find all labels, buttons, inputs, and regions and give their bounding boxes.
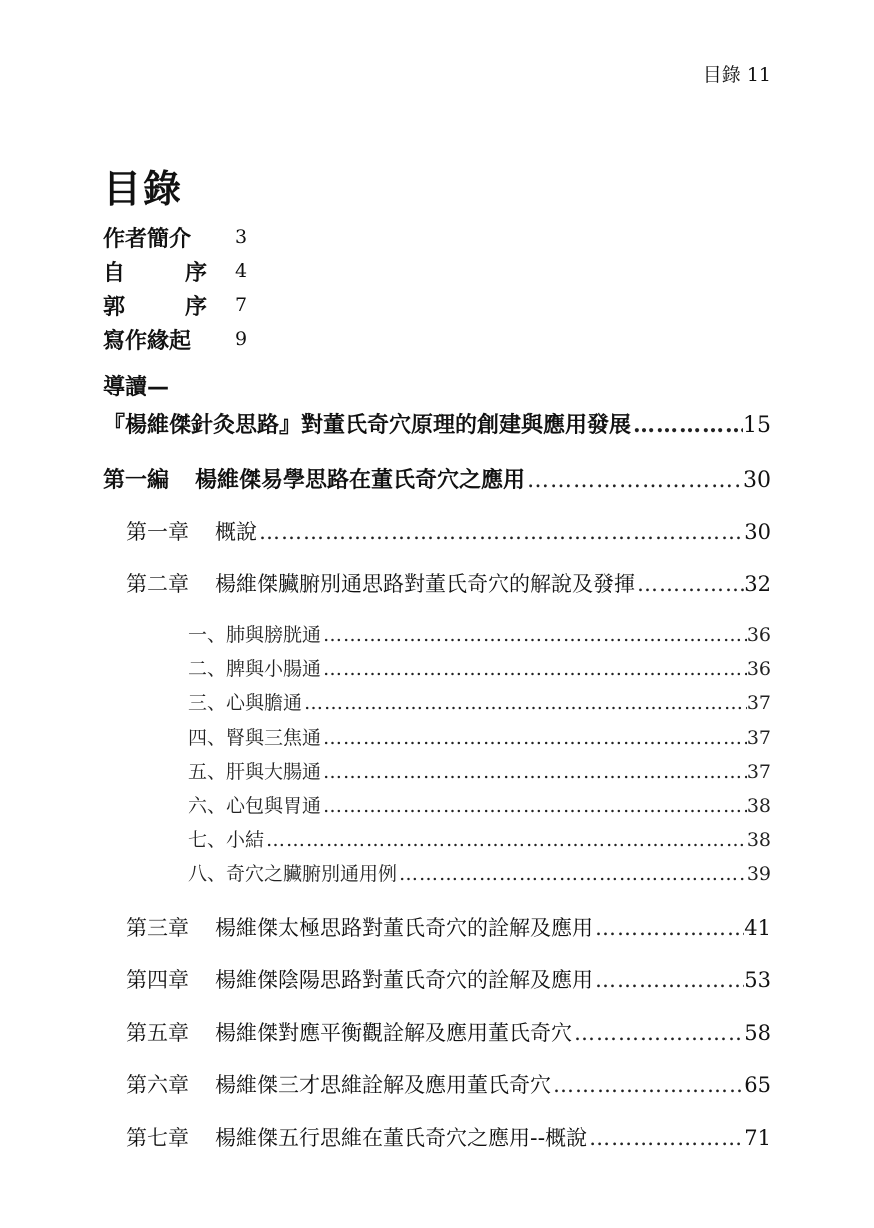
toc-entry-title: 第二章 楊維傑臟腑別通思路對董氏奇穴的解說及發揮	[126, 572, 635, 596]
front-matter-item	[103, 322, 247, 356]
leader-dots	[593, 968, 744, 992]
front-matter-item	[103, 288, 247, 322]
toc-entry-title: 第一編 楊維傑易學思路在董氏奇穴之應用	[103, 468, 526, 493]
toc-entry-chapter	[126, 516, 771, 546]
toc-entry-title: 第五章 楊維傑對應平衡觀詮解及應用董氏奇穴	[126, 1021, 572, 1045]
leader-dots	[321, 624, 747, 646]
leader-dots	[397, 863, 747, 885]
leader-dots	[631, 412, 743, 438]
toc-entry-page: 30	[743, 468, 771, 493]
toc-entry-page: 37	[746, 692, 771, 714]
toc-entry-page: 38	[746, 795, 771, 817]
toc-entry-page: 32	[744, 572, 771, 596]
toc-entry-page: 53	[744, 968, 771, 992]
toc-entry-title: 八、奇穴之臟腑別通用例	[188, 863, 398, 885]
toc-entry-page: 65	[744, 1073, 771, 1097]
front-matter-page: 4	[235, 260, 248, 282]
toc-entry-section	[188, 620, 771, 647]
toc-entry-page: 30	[744, 520, 771, 544]
front-matter-page: 9	[235, 328, 248, 350]
leader-dots	[551, 1073, 744, 1097]
front-matter-item	[103, 220, 247, 254]
toc-entry-title: 第三章 楊維傑太極思路對董氏奇穴的詮解及應用	[126, 916, 593, 940]
toc-entry-section	[188, 859, 771, 886]
toc-entry-title: 第六章 楊維傑三才思維詮解及應用董氏奇穴	[126, 1073, 551, 1097]
toc-entry-chapter	[126, 964, 771, 994]
toc-entry-chapter	[126, 912, 771, 942]
front-matter-list	[103, 220, 247, 356]
toc-entry-section	[188, 654, 771, 681]
toc-entry-page: 37	[746, 727, 771, 749]
leader-dots	[257, 520, 744, 544]
toc-entry-title: 『楊維傑針灸思路』對董氏奇穴原理的創建與應用發展	[103, 413, 632, 438]
toc-entry-intro	[103, 408, 771, 439]
toc-entry-page: 71	[744, 1126, 771, 1150]
toc-entry-title: 一、肺與膀胱通	[188, 624, 322, 646]
toc-entry-part	[103, 463, 771, 494]
leader-dots	[302, 692, 747, 714]
page-title: 目錄	[103, 167, 184, 211]
front-matter-label: 寫作緣起	[103, 328, 192, 354]
front-matter-label: 自 序	[103, 260, 207, 286]
toc-entry-section	[188, 757, 771, 784]
toc-entry-page: 36	[746, 658, 771, 680]
toc-entry-section	[188, 825, 771, 852]
front-matter-page: 7	[235, 294, 248, 316]
toc-entry-section	[188, 791, 771, 818]
toc-entry-title: 三、心與膽通	[188, 692, 303, 714]
toc-entry-title: 五、肝與大腸通	[188, 761, 322, 783]
toc-entry-page: 39	[746, 863, 771, 885]
toc-entry-title: 七、小結	[188, 829, 265, 851]
leader-dots	[593, 916, 744, 940]
toc-entry-title: 第一章 概說	[126, 520, 257, 544]
leader-dots	[321, 658, 747, 680]
toc-entry-page: 15	[743, 413, 771, 438]
leader-dots	[321, 727, 747, 749]
toc-entry-title: 二、脾與小腸通	[188, 658, 322, 680]
front-matter-page: 3	[235, 226, 248, 248]
front-matter-label: 作者簡介	[103, 226, 192, 252]
toc-entry-page: 41	[744, 916, 771, 940]
toc-entry-title: 第四章 楊維傑陰陽思路對董氏奇穴的詮解及應用	[126, 968, 593, 992]
toc-entry-page: 37	[746, 761, 771, 783]
intro-heading: 導讀—	[103, 375, 170, 400]
toc-entry-chapter	[126, 1122, 771, 1152]
leader-dots	[264, 829, 747, 851]
toc-entry-chapter	[126, 568, 771, 598]
toc-entry-section	[188, 688, 771, 715]
toc-entry-page: 58	[744, 1021, 771, 1045]
leader-dots	[321, 761, 747, 783]
toc-entry-title: 四、腎與三焦通	[188, 727, 322, 749]
leader-dots	[321, 795, 747, 817]
leader-dots	[587, 1126, 744, 1150]
toc-entry-title: 六、心包與胃通	[188, 795, 322, 817]
toc-entry-page: 38	[746, 829, 771, 851]
leader-dots	[525, 468, 743, 493]
toc-entry-chapter	[126, 1069, 771, 1099]
front-matter-label: 郭 序	[103, 294, 207, 320]
page-header: 目錄 11	[702, 64, 771, 86]
toc-entry-page: 36	[746, 624, 771, 646]
front-matter-item	[103, 254, 247, 288]
toc-entry-section	[188, 723, 771, 750]
leader-dots	[635, 572, 744, 596]
toc-entry-chapter	[126, 1017, 771, 1047]
toc-entry-title: 第七章 楊維傑五行思維在董氏奇穴之應用--概說	[126, 1126, 588, 1150]
leader-dots	[572, 1021, 744, 1045]
